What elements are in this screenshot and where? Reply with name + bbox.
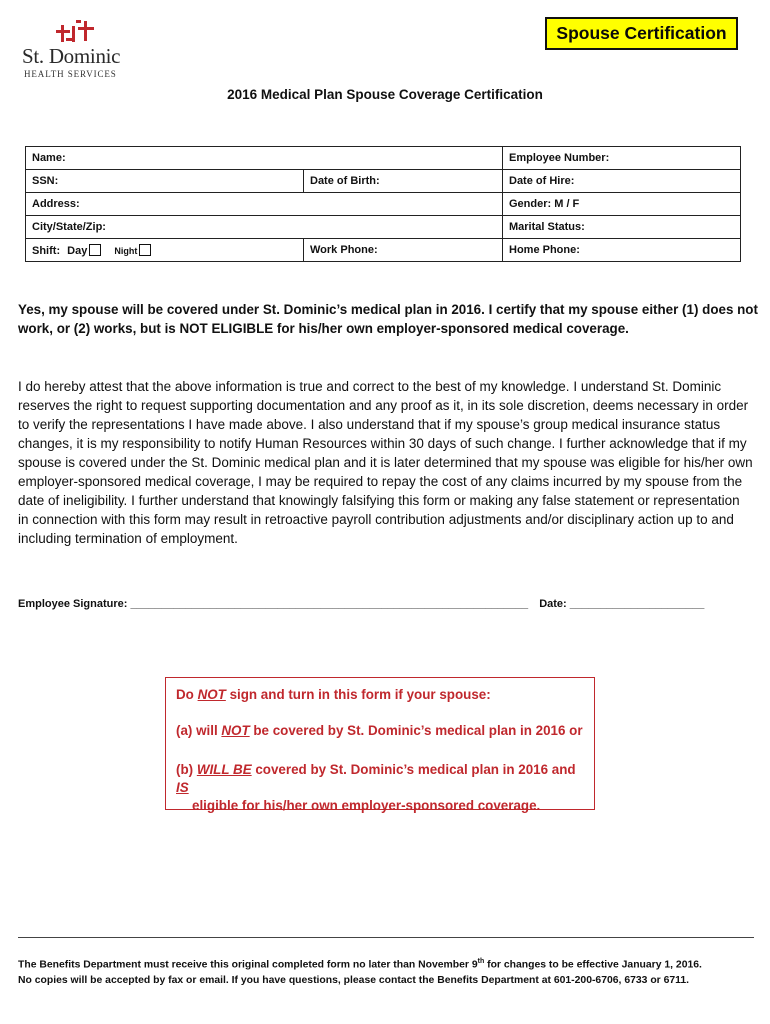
- employee-info-table: [25, 146, 741, 262]
- footer-line-1: The Benefits Department must receive this original completed form no later than November 9th for changes to be effective January 1, 2016.: [18, 958, 702, 971]
- date-of-hire-field[interactable]: Date of Hire:: [503, 170, 741, 193]
- logo-name: St. Dominic: [22, 44, 121, 68]
- table-row: [26, 216, 741, 239]
- table-row: [26, 239, 741, 262]
- warning-line-2: (a) will NOT be covered by St. Dominic’s medical plan in 2016 or: [176, 723, 583, 738]
- date-of-birth-field[interactable]: Date of Birth:: [304, 170, 503, 193]
- footer-notice: [18, 937, 754, 989]
- form-title: 2016 Medical Plan Spouse Coverage Certification: [227, 87, 543, 102]
- certification-statement: Yes, my spouse will be covered under St. Dominic’s medical plan in 2016. I certify that my spouse either (1) does not work, or (2) works, but is NOT ELIGIBLE for his/her own employer-sponsored medical coverage.: [18, 302, 758, 336]
- table-row: [26, 193, 741, 216]
- name-field[interactable]: Name:: [26, 147, 503, 170]
- table-row: [26, 170, 741, 193]
- employee-number-field[interactable]: Employee Number:: [503, 147, 741, 170]
- date-line[interactable]: ______________________: [569, 598, 705, 610]
- attestation-paragraph: I do hereby attest that the above information is true and correct to the best of my knowledge. I understand St. Dominic reserves the right to request supporting documentation and any proof as it, in its sole discretion, deems necessary in order to verify the representations I have made above. I also understand that if my spouse’s group medical insurance status changes, it is my responsibility to notify Human Resources within 30 days of such change. I further acknowledge that if my spouse is covered under the St. Dominic medical plan and it is later determined that my spouse was eligible for his/her own employer-sponsored medical coverage, I may be required to repay the cost of any claims incurred by my spouse from the date of ineligibility. I further understand that knowingly falsifying this form or making any false statement or representation in connection with this form may result in retroactive payroll contribution adjustments and/or disciplinary action up to and including termination of employment.: [18, 379, 753, 546]
- shift-field: [26, 239, 304, 262]
- marital-status-field[interactable]: Marital Status:: [503, 216, 741, 239]
- signature-label: Employee Signature:: [18, 598, 128, 610]
- gender-field[interactable]: Gender: M / F: [503, 193, 741, 216]
- address-field[interactable]: Address:: [26, 193, 503, 216]
- footer-line-2: No copies will be accepted by fax or email. If you have questions, please contact the Benefits Department at 601-200-6706, 6733 or 6711.: [18, 975, 690, 987]
- date-label: Date:: [539, 598, 567, 610]
- shift-day-label: Day: [67, 244, 88, 257]
- work-phone-field[interactable]: Work Phone:: [304, 239, 503, 262]
- signature-row: [18, 598, 758, 610]
- home-phone-field[interactable]: Home Phone:: [503, 239, 741, 262]
- shift-night-label: Night: [114, 245, 138, 256]
- warning-box: [165, 677, 595, 813]
- city-state-zip-field[interactable]: City/State/Zip:: [26, 216, 503, 239]
- spouse-certification-badge: Spouse Certification: [545, 17, 738, 50]
- ssn-field[interactable]: SSN:: [26, 170, 304, 193]
- shift-day-checkbox[interactable]: [89, 244, 101, 256]
- table-row: [26, 147, 741, 170]
- shift-label: Shift:: [32, 244, 61, 257]
- st-dominic-logo: [22, 18, 122, 78]
- shift-night-checkbox[interactable]: [139, 244, 151, 256]
- warning-line-1: Do NOT sign and turn in this form if your spouse:: [176, 687, 491, 702]
- logo-subtitle: HEALTH SERVICES: [24, 69, 117, 79]
- cross-logo-icon: [52, 18, 98, 46]
- warning-line-3: (b) WILL BE covered by St. Dominic’s medical plan in 2016 and IS eligible for his/her own employer-sponsored coverage.: [176, 762, 576, 813]
- signature-line[interactable]: _________________________________________________________________: [130, 598, 529, 610]
